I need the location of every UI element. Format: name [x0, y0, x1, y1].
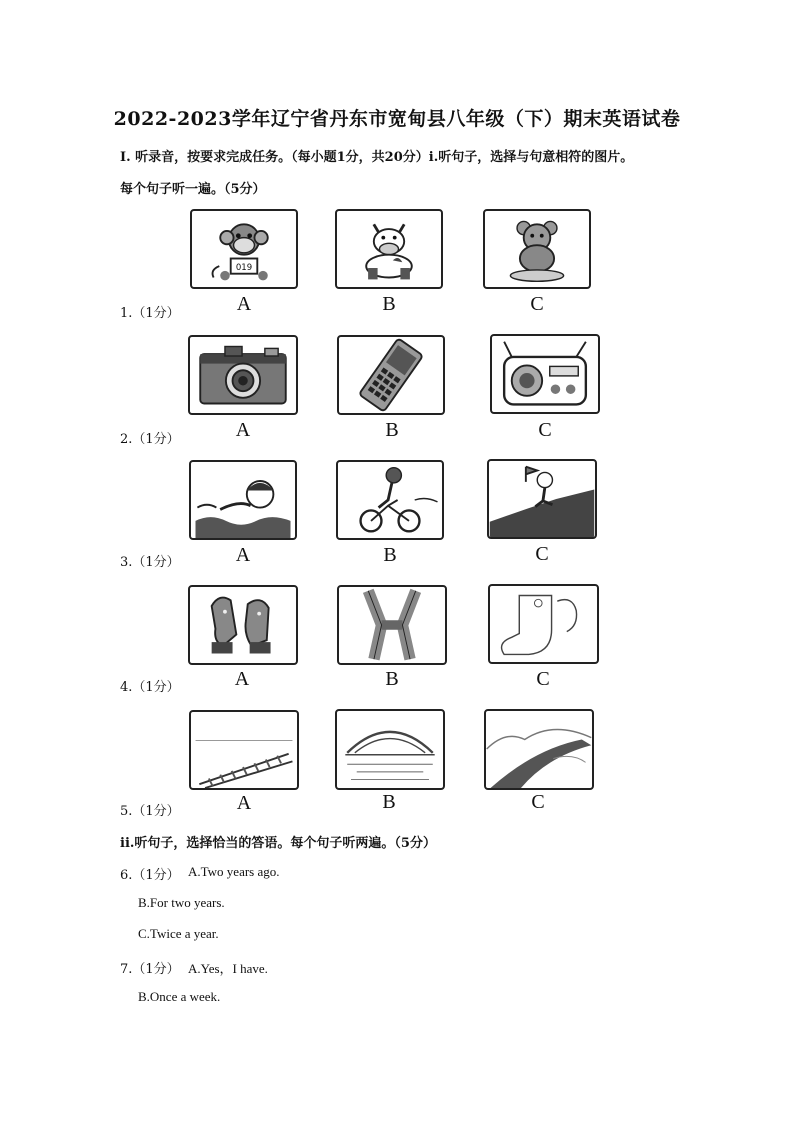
- teddy-bear-icon: [485, 211, 589, 287]
- camera-icon: [190, 337, 296, 413]
- section2-heading: ii.听句子，选择恰当的答语。每个句子听两遍。（5分）: [120, 836, 436, 851]
- q2-picture-a[interactable]: [188, 335, 298, 415]
- q4-option-b: B: [385, 668, 399, 690]
- q1-picture-c[interactable]: [483, 209, 591, 289]
- socks-icon: [490, 586, 597, 662]
- q3-option-b: B: [383, 544, 397, 566]
- svg-text:019: 019: [235, 262, 253, 273]
- q5-picture-a[interactable]: [189, 710, 299, 790]
- railway-icon: [191, 712, 297, 788]
- q7-option-b[interactable]: B.Once a week.: [138, 989, 221, 1004]
- q5-picture-b[interactable]: [335, 709, 445, 790]
- section1-instruction-cont: 每个句子听一遍。（5分）: [120, 182, 266, 197]
- q6-label: 6.（1分）: [120, 868, 180, 883]
- q4-picture-a[interactable]: [188, 585, 298, 665]
- q2-picture-b[interactable]: [337, 335, 445, 415]
- q4-label: 4.（1分）: [120, 680, 180, 695]
- q6-option-c[interactable]: C.Twice a year.: [138, 926, 219, 941]
- q5-label: 5.（1分）: [120, 804, 180, 819]
- q6-option-a[interactable]: A.Two years ago.: [188, 864, 280, 879]
- q3-option-a: A: [235, 544, 251, 566]
- swimming-icon: [191, 462, 295, 538]
- q7-option-a[interactable]: A.Yes，I have.: [188, 961, 268, 976]
- q2-label: 2.（1分）: [120, 432, 180, 447]
- q4-option-c: C: [536, 668, 550, 690]
- cycling-icon: [338, 462, 442, 538]
- scarf-icon: [339, 587, 445, 663]
- q7-label: 7.（1分）: [120, 962, 180, 977]
- q2-option-a: A: [235, 419, 251, 441]
- climbing-icon: [489, 461, 595, 537]
- cow-icon: [337, 211, 441, 287]
- q3-picture-b[interactable]: [336, 460, 444, 540]
- page-title: 2022-2023学年辽宁省丹东市宽甸县八年级（下）期末英语试卷: [113, 108, 681, 130]
- q1-option-b: B: [382, 293, 396, 315]
- road-icon: [486, 711, 592, 788]
- q1-option-a: A: [236, 293, 252, 315]
- q1-label: 1.（1分）: [120, 306, 180, 321]
- section1-instruction: Ⅰ. 听录音，按要求完成任务。（每小题1分，共20分）i.听句子，选择与句意相符的图片。: [120, 150, 634, 165]
- q1-option-c: C: [530, 293, 544, 315]
- q1-picture-a[interactable]: [190, 209, 298, 289]
- bridge-icon: [337, 711, 443, 788]
- q5-option-a: A: [236, 792, 252, 814]
- gloves-icon: [190, 587, 296, 663]
- q4-option-a: A: [234, 668, 250, 690]
- q3-label: 3.（1分）: [120, 555, 180, 570]
- q2-option-b: B: [385, 419, 399, 441]
- mobile-phone-icon: [339, 337, 443, 413]
- q3-picture-c[interactable]: [487, 459, 597, 539]
- q1-picture-b[interactable]: [335, 209, 443, 289]
- q2-picture-c[interactable]: [490, 334, 600, 414]
- q5-option-c: C: [531, 791, 545, 813]
- q5-picture-c[interactable]: [484, 709, 594, 790]
- q4-picture-c[interactable]: [488, 584, 599, 664]
- q4-picture-b[interactable]: [337, 585, 447, 665]
- monkey-icon: [192, 211, 296, 287]
- q3-option-c: C: [535, 543, 549, 565]
- q3-picture-a[interactable]: [189, 460, 297, 540]
- q5-option-b: B: [382, 791, 396, 813]
- radio-icon: [492, 336, 598, 412]
- q6-option-b[interactable]: B.For two years.: [138, 895, 225, 910]
- q2-option-c: C: [538, 419, 552, 441]
